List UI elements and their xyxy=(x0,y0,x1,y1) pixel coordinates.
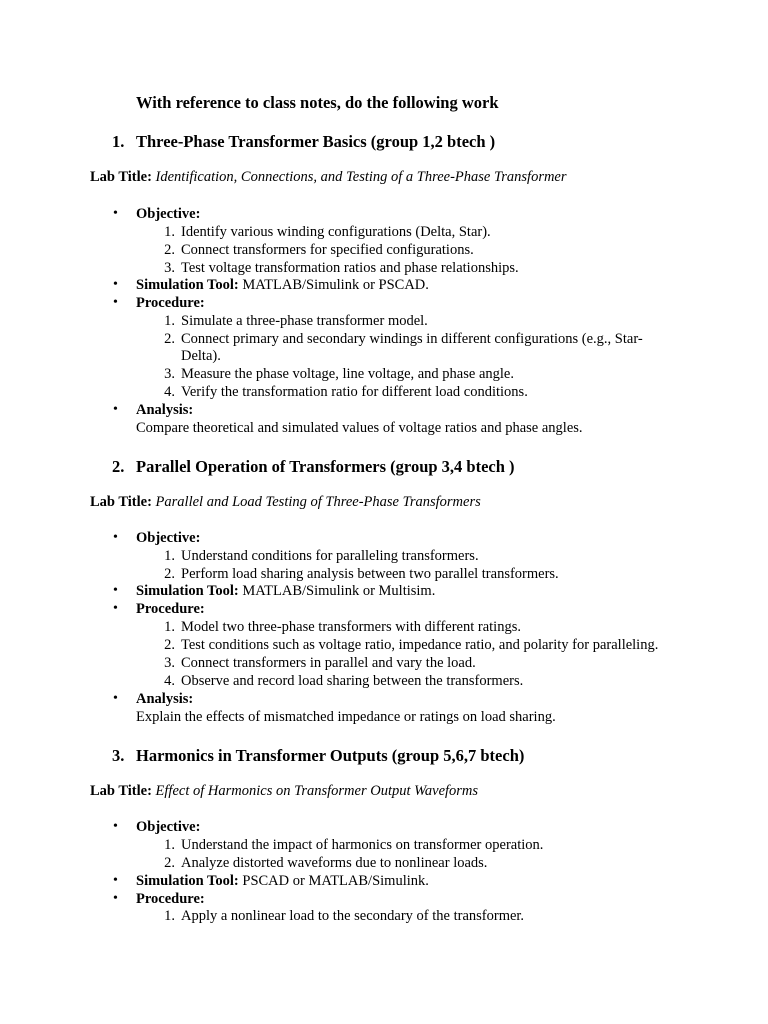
ol-number: 3. xyxy=(164,655,175,671)
procedure-item: Observe and record load sharing between the transformers. xyxy=(181,673,524,689)
ol-number: 1. xyxy=(164,908,175,924)
ol-number: 2. xyxy=(164,566,175,582)
lab-title-label: Lab Title: xyxy=(90,169,152,185)
procedure-label: Procedure: xyxy=(136,891,205,907)
lab-title-label: Lab Title: xyxy=(90,494,152,510)
bullet-marker: • xyxy=(113,206,118,221)
ol-number: 2. xyxy=(164,242,175,258)
procedure-item: Model two three-phase transformers with different ratings. xyxy=(181,619,521,635)
section-1-heading xyxy=(112,132,496,152)
intro-instruction: With reference to class notes, do the following work xyxy=(136,93,499,112)
objective-item: Identify various winding configurations (Delta, Star). xyxy=(181,224,491,240)
lab-title-label: Lab Title: xyxy=(90,783,152,799)
bullet-marker: • xyxy=(113,601,118,616)
analysis-text: Explain the effects of mismatched impedance or ratings on load sharing. xyxy=(136,709,556,725)
procedure-item: Apply a nonlinear load to the secondary of the transformer. xyxy=(181,908,525,924)
procedure-item: Measure the phase voltage, line voltage, and phase angle. xyxy=(181,366,514,382)
bullet-marker: • xyxy=(113,891,118,906)
section-3-lab-title xyxy=(90,783,478,800)
simulation-tool-line xyxy=(136,583,435,600)
ol-number: 2. xyxy=(164,331,175,347)
simulation-tool-value: PSCAD or MATLAB/Simulink. xyxy=(242,873,429,889)
ol-number: 1. xyxy=(164,224,175,240)
simulation-tool-line xyxy=(136,873,429,890)
section-1-title: Three-Phase Transformer Basics (group 1,2 btech ) xyxy=(136,132,496,151)
section-1-number: 1. xyxy=(112,132,125,151)
section-1-lab-title xyxy=(90,169,567,186)
ol-number: 1. xyxy=(164,313,175,329)
simulation-tool-label: Simulation Tool: xyxy=(136,583,239,599)
procedure-label: Procedure: xyxy=(136,601,205,617)
objective-item: Understand the impact of harmonics on transformer operation. xyxy=(181,837,544,853)
bullet-marker: • xyxy=(113,691,118,706)
procedure-item: Connect transformers in parallel and vary the load. xyxy=(181,655,476,671)
section-2-number: 2. xyxy=(112,457,125,476)
section-3-number: 3. xyxy=(112,746,125,765)
ol-number: 1. xyxy=(164,548,175,564)
objective-item: Connect transformers for specified configurations. xyxy=(181,242,474,258)
lab-title-text: Parallel and Load Testing of Three-Phase Transformers xyxy=(155,494,481,510)
bullet-marker: • xyxy=(113,873,118,888)
objective-label: Objective: xyxy=(136,819,201,835)
objective-item: Perform load sharing analysis between two parallel transformers. xyxy=(181,566,559,582)
bullet-marker: • xyxy=(113,277,118,292)
bullet-marker: • xyxy=(113,530,118,545)
section-2-title: Parallel Operation of Transformers (group 3,4 btech ) xyxy=(136,457,515,476)
ol-number: 2. xyxy=(164,855,175,871)
ol-number: 1. xyxy=(164,837,175,853)
simulation-tool-line xyxy=(136,277,429,294)
section-2-heading xyxy=(112,457,515,477)
ol-number: 1. xyxy=(164,619,175,635)
ol-number: 4. xyxy=(164,384,175,400)
lab-title-text: Identification, Connections, and Testing of a Three-Phase Transformer xyxy=(155,169,567,185)
ol-number: 3. xyxy=(164,366,175,382)
simulation-tool-label: Simulation Tool: xyxy=(136,277,239,293)
procedure-item: Simulate a three-phase transformer model. xyxy=(181,313,428,329)
objective-label: Objective: xyxy=(136,530,201,546)
procedure-item: Verify the transformation ratio for different load conditions. xyxy=(181,384,528,400)
ol-number: 3. xyxy=(164,260,175,276)
procedure-item: Test conditions such as voltage ratio, impedance ratio, and polarity for paralleling. xyxy=(181,637,659,653)
analysis-label: Analysis: xyxy=(136,691,194,707)
ol-number: 4. xyxy=(164,673,175,689)
objective-item: Test voltage transformation ratios and phase relationships. xyxy=(181,260,519,276)
procedure-label: Procedure: xyxy=(136,295,205,311)
bullet-marker: • xyxy=(113,402,118,417)
objective-label: Objective: xyxy=(136,206,201,222)
section-3-title: Harmonics in Transformer Outputs (group 5,6,7 btech) xyxy=(136,746,525,765)
analysis-text: Compare theoretical and simulated values of voltage ratios and phase angles. xyxy=(136,420,583,436)
section-3-heading xyxy=(112,746,525,766)
section-2-lab-title xyxy=(90,494,481,511)
simulation-tool-value: MATLAB/Simulink or Multisim. xyxy=(242,583,436,599)
objective-item: Analyze distorted waveforms due to nonlinear loads. xyxy=(181,855,488,871)
lab-title-text: Effect of Harmonics on Transformer Output Waveforms xyxy=(155,783,479,799)
analysis-label: Analysis: xyxy=(136,402,194,418)
bullet-marker: • xyxy=(113,819,118,834)
bullet-marker: • xyxy=(113,583,118,598)
procedure-item: Connect primary and secondary windings in different configurations (e.g., Star- xyxy=(181,331,643,347)
bullet-marker: • xyxy=(113,295,118,310)
simulation-tool-label: Simulation Tool: xyxy=(136,873,239,889)
procedure-item-continuation: Delta). xyxy=(181,348,221,364)
ol-number: 2. xyxy=(164,637,175,653)
simulation-tool-value: MATLAB/Simulink or PSCAD. xyxy=(242,277,429,293)
objective-item: Understand conditions for paralleling transformers. xyxy=(181,548,479,564)
